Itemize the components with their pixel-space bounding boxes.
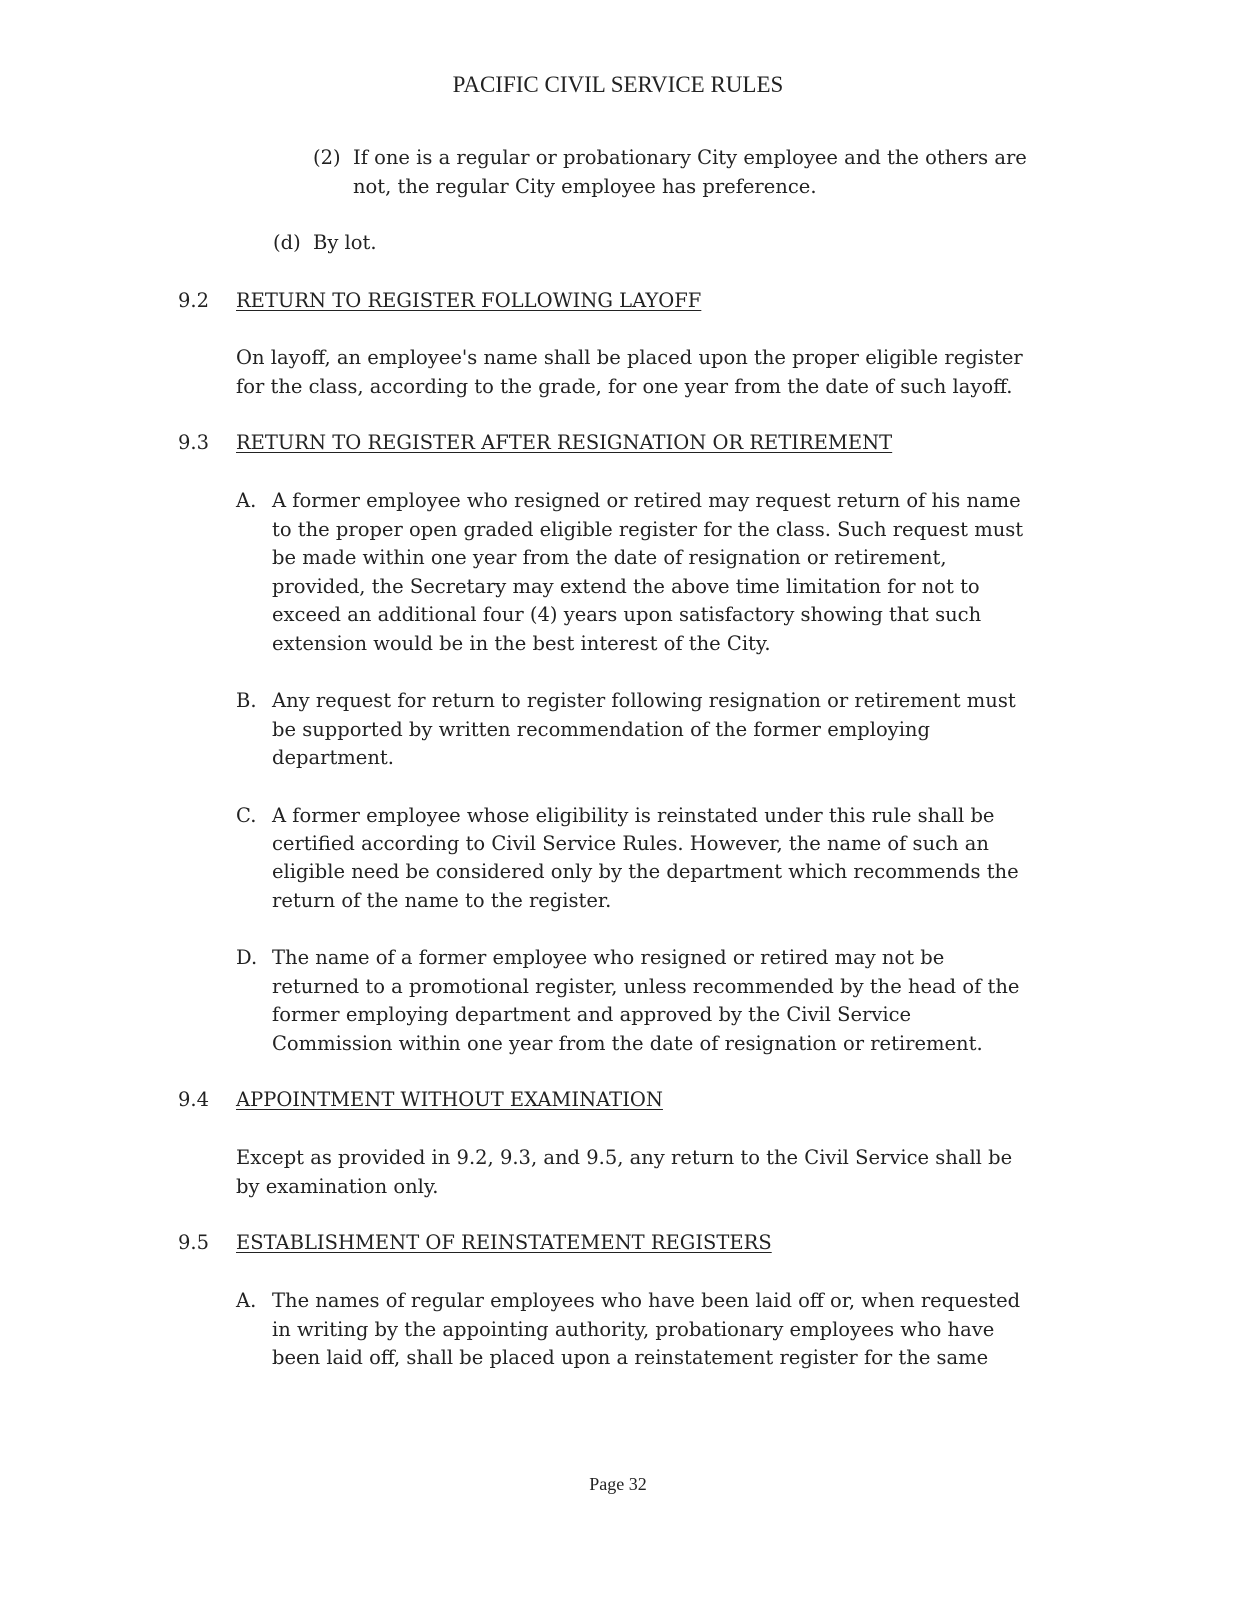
- text-line: in writing by the appointing authority, probationary employees who have: [272, 1318, 995, 1341]
- section-title: RETURN TO REGISTER FOLLOWING LAYOFF: [236, 289, 702, 312]
- text-line: extension would be in the best interest of the City.: [272, 632, 771, 655]
- text-line: A former employee whose eligibility is reinstated under this rule shall be: [272, 804, 995, 827]
- text-line: returned to a promotional register, unless recommended by the head of the: [272, 975, 1020, 998]
- text-line: be made within one year from the date of resignation or retirement,: [272, 546, 947, 569]
- text-line: A former employee who resigned or retired may request return of his name: [272, 489, 1021, 512]
- text-line: to the proper open graded eligible register for the class. Such request must: [272, 518, 1024, 541]
- item-marker: (d): [273, 231, 301, 254]
- text-line: The name of a former employee who resigned or retired may not be: [272, 946, 945, 969]
- item-marker: B.: [236, 689, 257, 712]
- text-line: On layoff, an employee's name shall be placed upon the proper eligible register: [236, 346, 1023, 369]
- section-title: RETURN TO REGISTER AFTER RESIGNATION OR RETIREMENT: [236, 431, 893, 454]
- item-marker: A.: [236, 1289, 257, 1312]
- text-line: eligible need be considered only by the department which recommends the: [272, 860, 1019, 883]
- page-number: Page 32: [589, 1474, 647, 1494]
- text-line: be supported by written recommendation of the former employing: [272, 718, 930, 741]
- section-number: 9.5: [178, 1231, 210, 1254]
- section-title: ESTABLISHMENT OF REINSTATEMENT REGISTERS: [236, 1231, 772, 1254]
- item-marker: D.: [236, 946, 258, 969]
- running-header: PACIFIC CIVIL SERVICE RULES: [452, 72, 784, 97]
- text-line: exceed an additional four (4) years upon satisfactory showing that such: [272, 603, 982, 626]
- section-number: 9.3: [178, 431, 210, 454]
- text-line: not, the regular City employee has preference.: [353, 175, 817, 198]
- text-line: Commission within one year from the date of resignation or retirement.: [272, 1032, 983, 1055]
- text-line: provided, the Secretary may extend the above time limitation for not to: [272, 575, 980, 598]
- text-line: If one is a regular or probationary City employee and the others are: [353, 146, 1027, 169]
- text-line: Any request for return to register following resignation or retirement must: [272, 689, 1016, 712]
- item-marker: A.: [236, 489, 257, 512]
- item-marker: (2): [313, 146, 341, 169]
- text-line: The names of regular employees who have been laid off or, when requested: [272, 1289, 1021, 1312]
- text-line: for the class, according to the grade, for one year from the date of such layoff.: [236, 375, 1013, 398]
- section-number: 9.4: [178, 1088, 210, 1111]
- text-line: certified according to Civil Service Rules. However, the name of such an: [272, 832, 989, 855]
- text-line: By lot.: [313, 231, 377, 254]
- text-line: department.: [272, 746, 394, 769]
- item-marker: C.: [236, 804, 257, 827]
- text-line: Except as provided in 9.2, 9.3, and 9.5, any return to the Civil Service shall be: [236, 1146, 1013, 1169]
- text-line: by examination only.: [236, 1175, 439, 1198]
- text-line: return of the name to the register.: [272, 889, 612, 912]
- text-line: former employing department and approved by the Civil Service: [272, 1003, 912, 1026]
- section-number: 9.2: [178, 289, 210, 312]
- text-line: been laid off, shall be placed upon a reinstatement register for the same: [272, 1346, 989, 1369]
- section-title: APPOINTMENT WITHOUT EXAMINATION: [236, 1088, 663, 1111]
